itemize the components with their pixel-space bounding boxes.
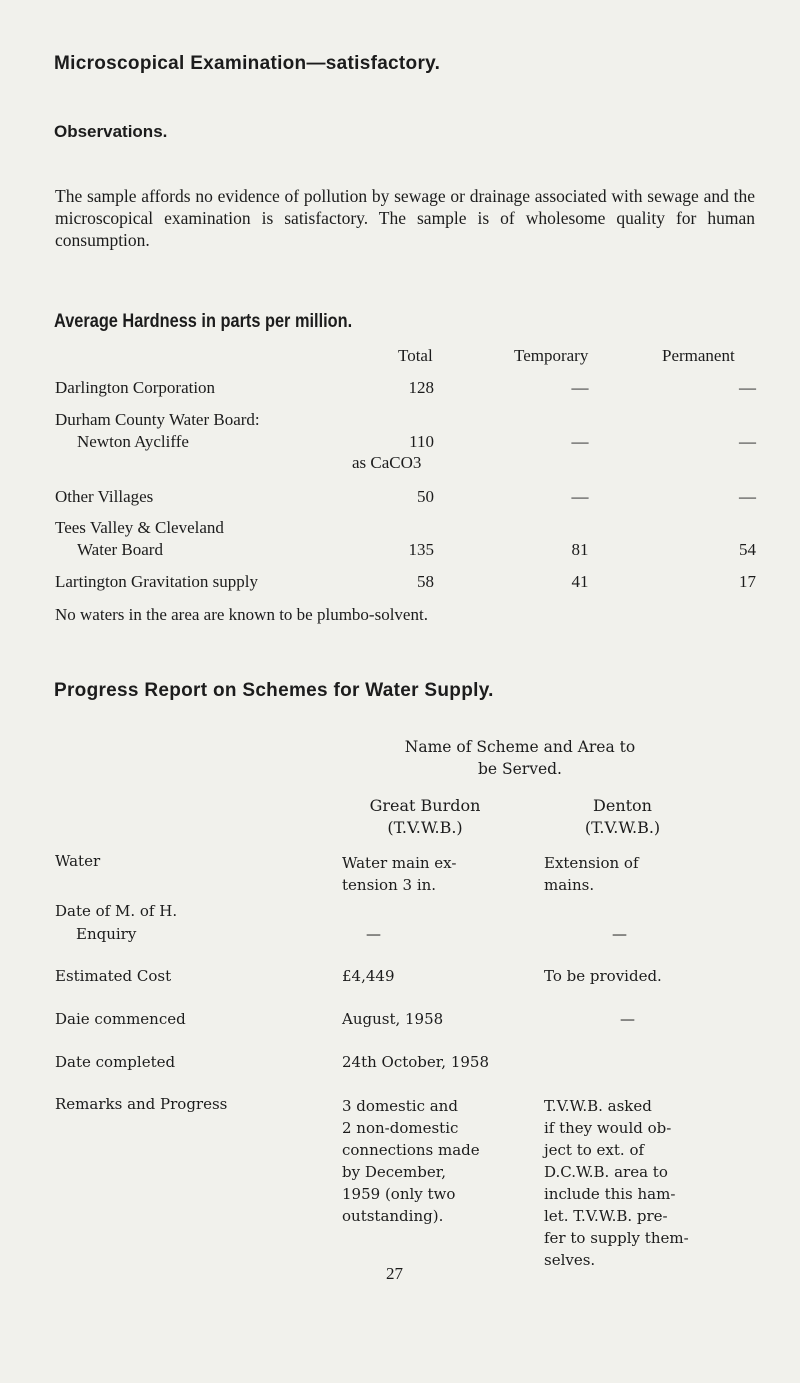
hardness-row-temporary: 41 (571, 572, 589, 591)
hardness-row-permanent: — (739, 378, 756, 397)
label-water: Water (55, 852, 101, 870)
hardness-note: as CaCO3 (352, 453, 422, 472)
remarks-col2-line: T.V.W.B. asked (544, 1097, 652, 1115)
remarks-col1-line: 2 non-domestic (342, 1119, 459, 1137)
enquiry-col2: — (612, 925, 627, 943)
progress-heading: Progress Report on Schemes for Water Supply. (54, 680, 494, 701)
water-col1 (342, 852, 456, 896)
hardness-row-temporary: — (571, 432, 589, 451)
remarks-col1 (342, 1095, 480, 1227)
hardness-row-permanent: — (739, 432, 756, 451)
hardness-row-name: Lartington Gravitation supply (55, 572, 259, 591)
hardness-row-permanent: 17 (739, 572, 756, 591)
remarks-col2-line: include this ham- (544, 1185, 676, 1203)
hardness-row-name: Tees Valley & Cleveland (55, 518, 224, 537)
commenced-col2: — (620, 1010, 635, 1028)
col1-sub: (T.V.W.B.) (387, 818, 463, 837)
remarks-col2-line: fer to supply them- (544, 1229, 689, 1247)
water-col2-line: Extension of (544, 854, 639, 872)
commenced-col1: August, 1958 (342, 1010, 444, 1028)
observations-heading: Observations. (54, 122, 168, 141)
col1-header (340, 795, 510, 839)
hardness-col-total: Total (398, 346, 433, 365)
col2-name: Denton (593, 796, 652, 815)
label-date-mh: Date of M. of H. (55, 902, 178, 920)
remarks-col2-line: if they would ob- (544, 1119, 672, 1137)
cost-col1: £4,449 (342, 967, 395, 985)
label-remarks: Remarks and Progress (55, 1095, 228, 1113)
label-estimated-cost: Estimated Cost (55, 967, 172, 985)
label-enquiry: Enquiry (76, 925, 137, 943)
hardness-footnote: No waters in the area are known to be plumbo-solvent. (55, 605, 428, 624)
water-col1-line: tension 3 in. (342, 876, 437, 894)
cost-col2: To be provided. (544, 967, 662, 985)
hardness-row-total: 135 (408, 540, 434, 559)
scheme-heading (330, 736, 710, 780)
water-col1-line: Water main ex- (342, 854, 457, 872)
remarks-col2-line: selves. (544, 1251, 596, 1269)
page-number: 27 (386, 1264, 403, 1283)
hardness-row-name: Durham County Water Board: (55, 410, 260, 429)
hardness-row-name: Newton Aycliffe (77, 432, 189, 451)
hardness-row-total: 128 (408, 378, 434, 397)
hardness-row-permanent: 54 (739, 540, 756, 559)
scheme-heading-line: Name of Scheme and Area to (404, 738, 636, 756)
hardness-row-name: Water Board (77, 540, 163, 559)
completed-value: 24th October, 1958 (342, 1053, 490, 1071)
remarks-col1-line: 3 domestic and (342, 1097, 458, 1115)
hardness-col-permanent: Permanent (662, 346, 735, 365)
label-date-commenced: Daie commenced (55, 1010, 186, 1028)
hardness-heading: Average Hardness in parts per million. (54, 311, 353, 332)
remarks-col1-line: by December, (342, 1163, 447, 1181)
remarks-col2-line: let. T.V.W.B. pre- (544, 1207, 668, 1225)
hardness-row-name: Darlington Corporation (55, 378, 216, 397)
col2-header (545, 795, 700, 839)
remarks-col1-line: connections made (342, 1141, 480, 1159)
scheme-heading-line: be Served. (477, 760, 562, 778)
water-col2-line: mains. (544, 876, 595, 894)
remarks-col2-line: D.C.W.B. area to (544, 1163, 668, 1181)
hardness-row-name: Other Villages (55, 487, 154, 506)
label-date-completed: Date completed (55, 1053, 176, 1071)
hardness-row-total: 50 (417, 487, 434, 506)
col1-name: Great Burdon (369, 796, 481, 815)
water-col2 (544, 852, 639, 896)
remarks-col2 (544, 1095, 689, 1271)
remarks-col2-line: ject to ext. of (544, 1141, 645, 1159)
hardness-row-permanent: — (739, 487, 756, 506)
enquiry-col1: — (366, 925, 381, 943)
observations-paragraph: The sample affords no evidence of pollution by sewage or drainage associated with sewage and the microscopical examination is satisfactory. The sample is of wholesome quality for human consumption. (55, 186, 755, 250)
hardness-col-temporary: Temporary (514, 346, 589, 365)
remarks-col1-line: 1959 (only two (342, 1185, 456, 1203)
hardness-row-temporary: 81 (571, 540, 589, 559)
remarks-col1-line: outstanding). (342, 1207, 444, 1225)
hardness-row-total: 58 (417, 572, 434, 591)
col2-sub: (T.V.W.B.) (584, 818, 661, 837)
hardness-row-total: 110 (409, 432, 434, 451)
section-title: Microscopical Examination—satisfactory. (54, 53, 441, 74)
hardness-row-temporary: — (571, 378, 589, 397)
hardness-row-temporary: — (571, 487, 589, 506)
